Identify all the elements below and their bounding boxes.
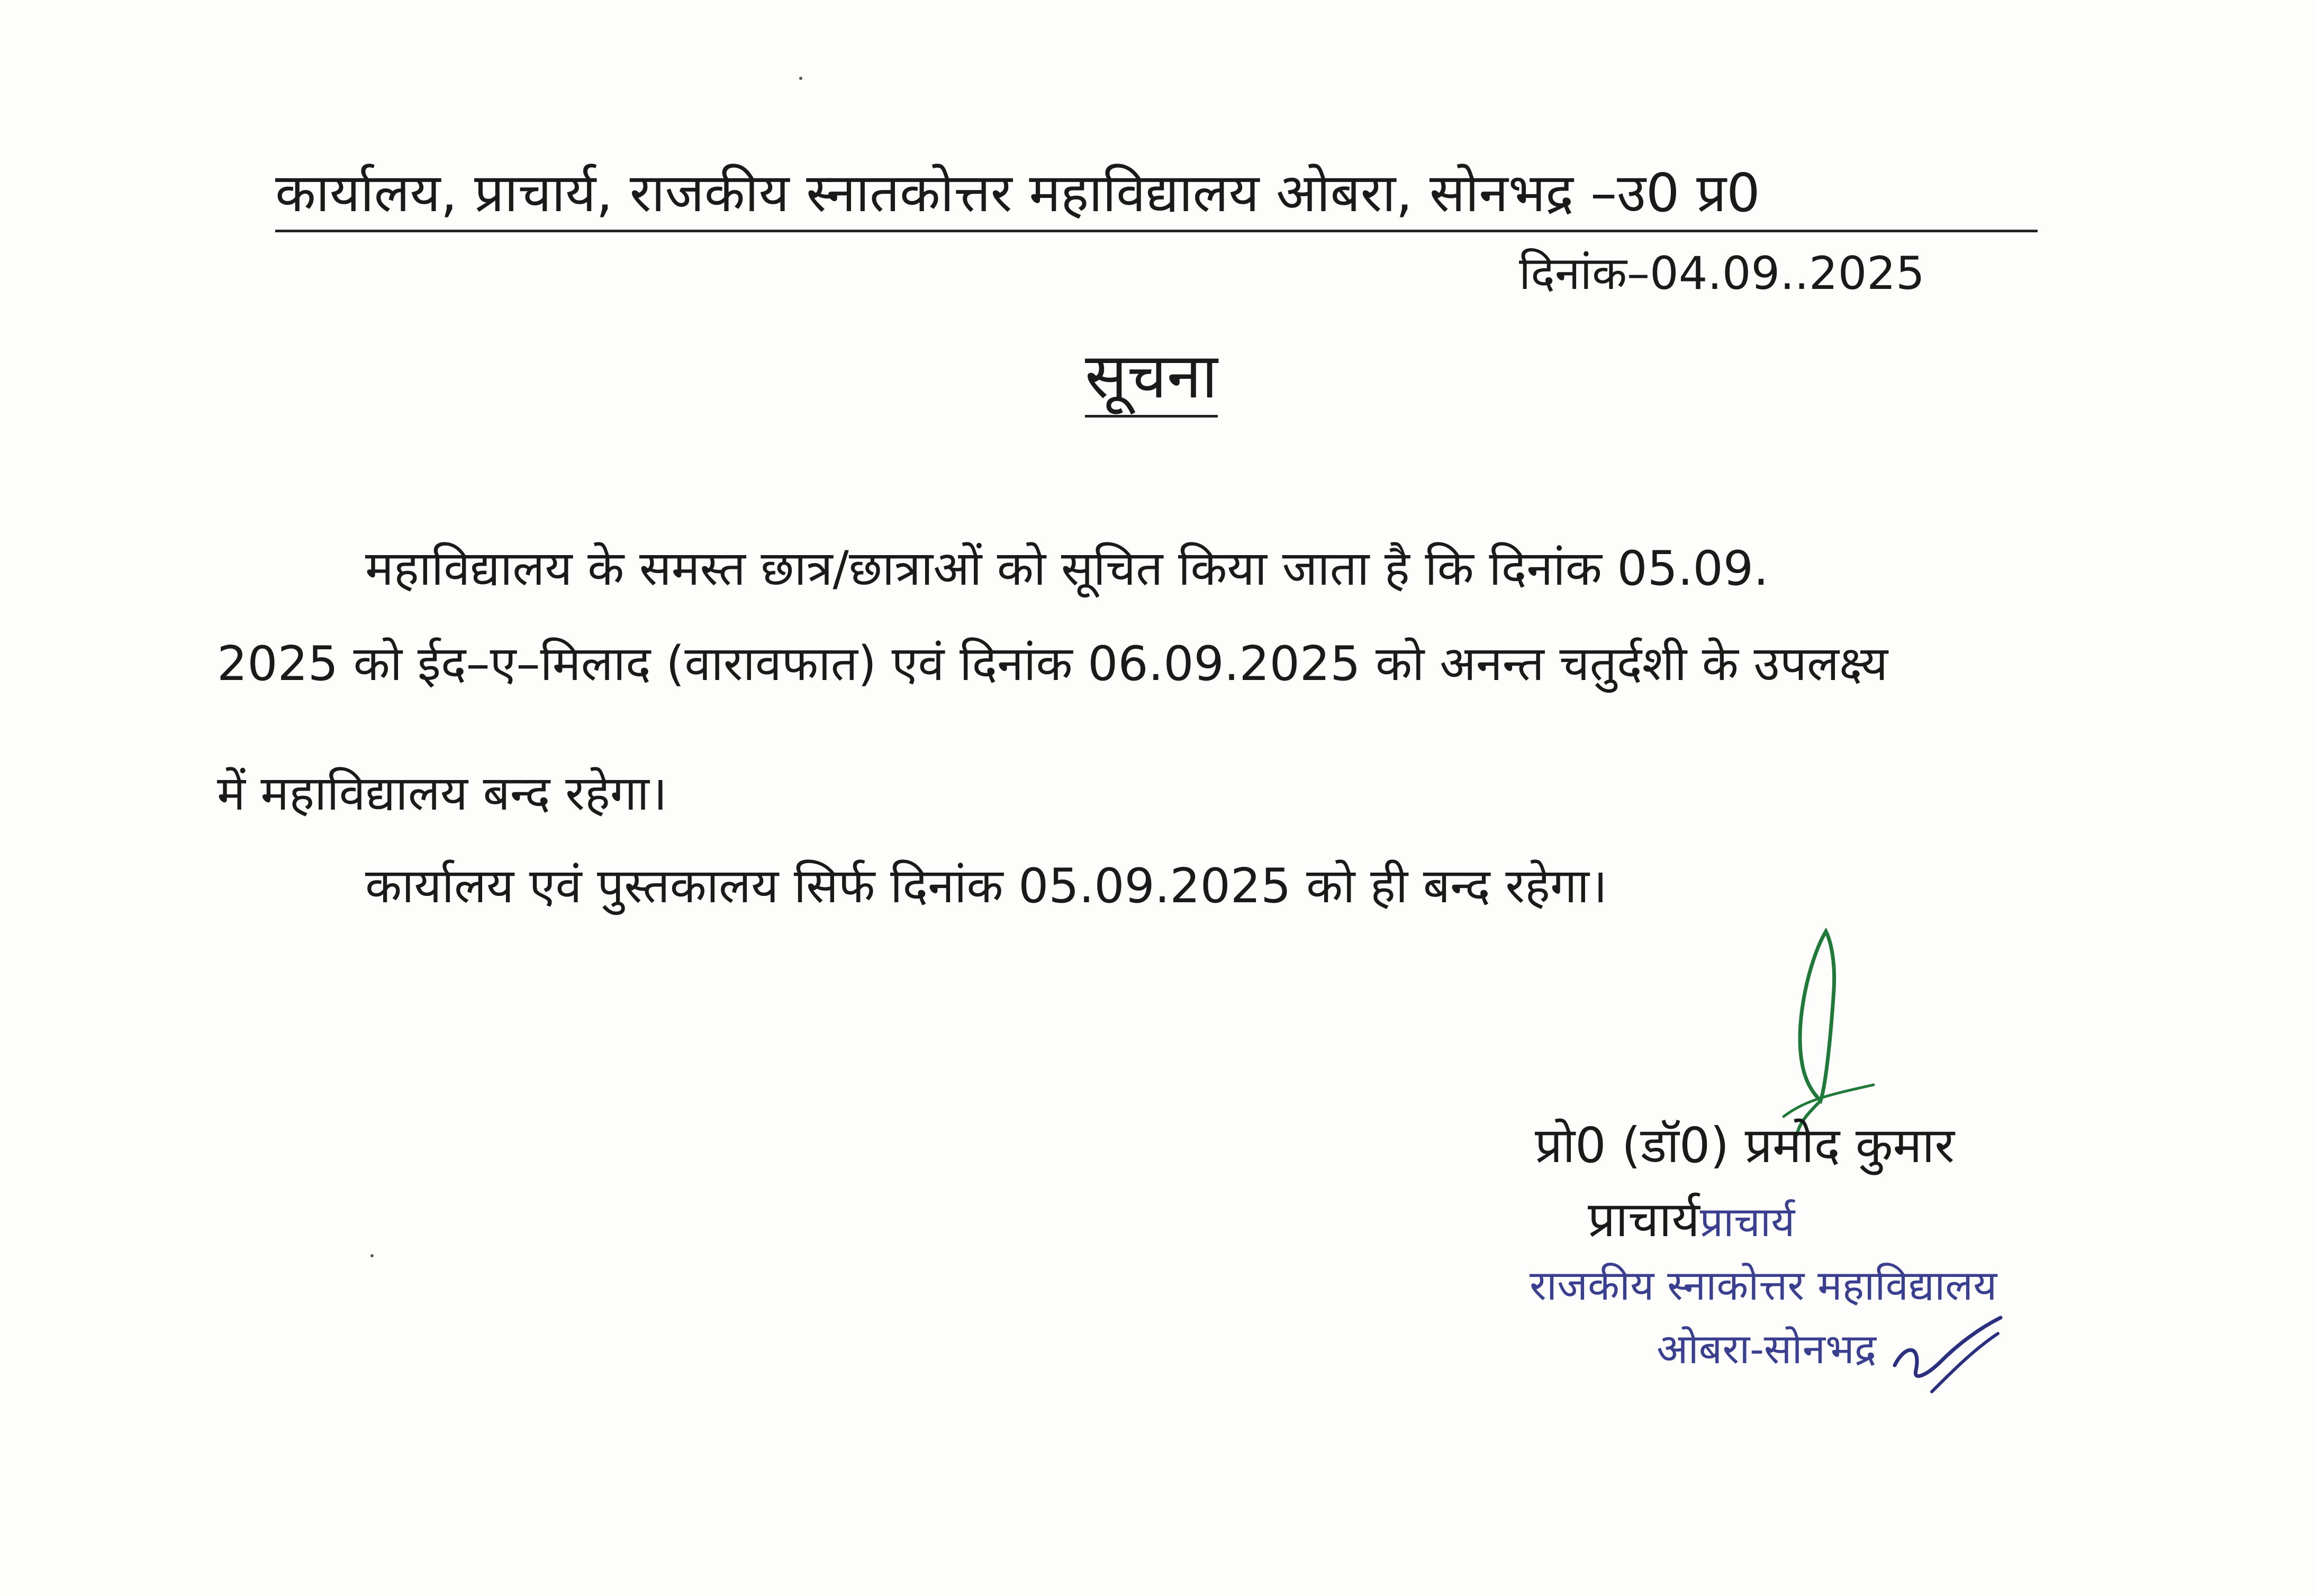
notice-paragraph-2: कार्यालय एवं पुस्तकालय सिर्फ दिनांक 05.09.2025 को ही बन्द रहेगा। — [365, 858, 1608, 914]
signatory-name: प्रो0 (डॉ0) प्रमोद कुमार — [1535, 1117, 1955, 1174]
stamp-college: राजकीय स्नाकोत्तर महाविद्यालय — [1530, 1262, 1997, 1310]
green-ink-signature-icon — [1747, 926, 1884, 1138]
paper-speck — [799, 77, 802, 80]
notice-date: दिनांक–04.09..2025 — [1519, 247, 1925, 300]
stamp-place: ओबरा-सोनभद्र — [1657, 1326, 1877, 1373]
blue-ink-initials-icon — [1884, 1312, 2006, 1397]
paper-speck — [370, 1254, 374, 1257]
signatory-role-line — [1588, 1188, 1795, 1254]
notice-paragraph-1-line-1: महाविद्यालय के समस्त छात्र/छात्राओं को सूचित किया जाता है कि दिनांक 05.09. — [365, 541, 1769, 596]
stamp-role: प्राचार्य — [1699, 1199, 1795, 1246]
office-header: कार्यालय, प्राचार्य, राजकीय स्नातकोत्तर महाविद्यालय ओबरा, सोनभद्र –उ0 प्र0 — [275, 159, 2038, 232]
signatory-role: प्राचार्य — [1588, 1191, 1700, 1248]
notice-title: सूचना — [1085, 339, 1218, 418]
notice-paragraph-1-line-2: 2025 को ईद–ए–मिलाद (वारावफात) एवं दिनांक 06.09.2025 को अनन्त चतुर्दशी के उपलक्ष्य — [217, 636, 1888, 692]
notice-paragraph-1-line-3: में महाविद्यालय बन्द रहेगा। — [217, 766, 667, 821]
